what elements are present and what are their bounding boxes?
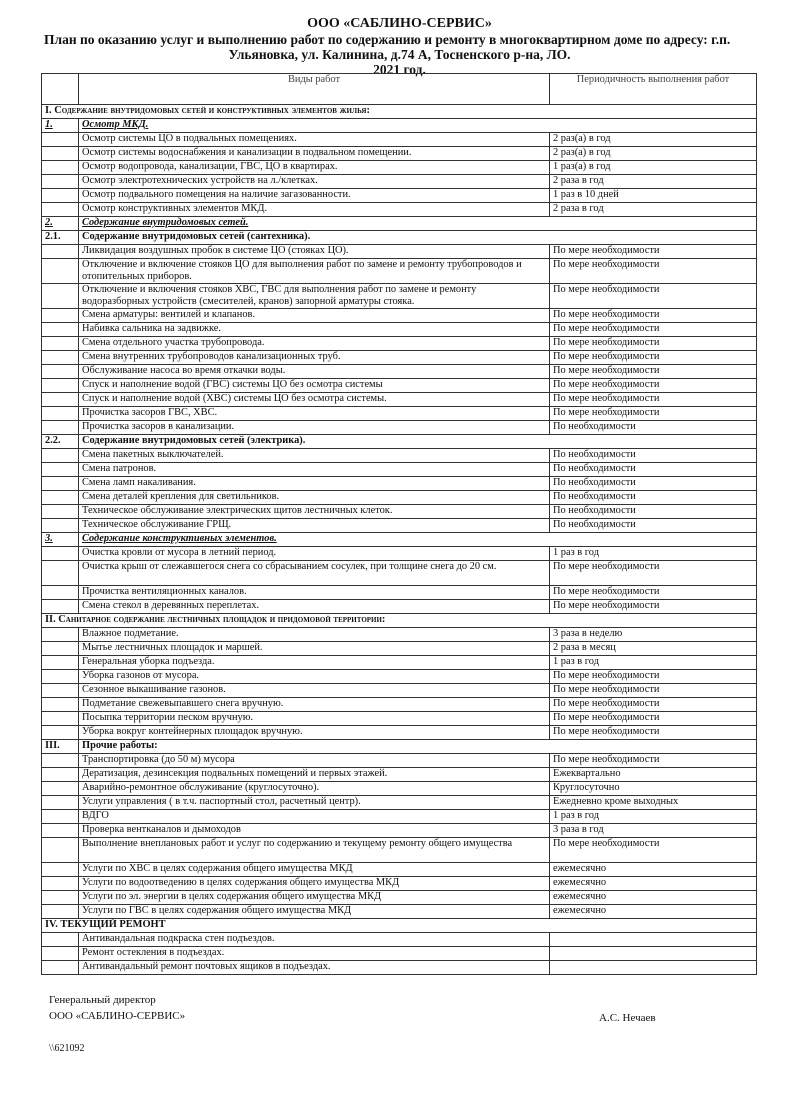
plan-title: План по оказанию услуг и выполнению работ по содержанию и ремонту в многоквартирном доме по адресу: г.п. [44, 32, 731, 47]
section-row [42, 105, 757, 119]
periodicity-cell: 1 раз в 10 дней [550, 189, 757, 203]
table-row [42, 670, 757, 684]
row-number-cell [42, 933, 79, 947]
subsection-row [42, 217, 757, 231]
table-row [42, 449, 757, 463]
subsection-number: 3. [42, 533, 79, 547]
work-cell: Дератизация, дезинсекция подвальных помещений и первых этажей. [79, 768, 550, 782]
work-cell: Ликвидация воздушных пробок в системе ЦО (стояках ЦО). [79, 245, 550, 259]
row-number-cell [42, 365, 79, 379]
section-row [42, 919, 757, 933]
work-cell: Посыпка территории песком вручную. [79, 712, 550, 726]
work-cell: Услуги по ХВС в целях содержания общего имущества МКД [79, 863, 550, 877]
row-number-cell [42, 449, 79, 463]
periodicity-cell: По мере необходимости [550, 407, 757, 421]
subsection-title: Осмотр МКД. [79, 119, 757, 133]
periodicity-cell: 2 раза в месяц [550, 642, 757, 656]
periodicity-cell: ежемесячно [550, 877, 757, 891]
table-row [42, 337, 757, 351]
table-row [42, 161, 757, 175]
periodicity-cell: По мере необходимости [550, 698, 757, 712]
work-cell: Отключение и включение стояков ЦО для выполнения работ по замене и ремонту трубопроводов и отопительных приборов. [79, 259, 550, 284]
work-cell: Техническое обслуживание ГРЩ. [79, 519, 550, 533]
work-cell: Смена стекол в деревянных переплетах. [79, 600, 550, 614]
table-row [42, 961, 757, 975]
table-row [42, 147, 757, 161]
section-row [42, 740, 757, 754]
work-cell: Подметание свежевыпавшего снега вручную. [79, 698, 550, 712]
table-row [42, 905, 757, 919]
table-row [42, 421, 757, 435]
periodicity-cell: По мере необходимости [550, 726, 757, 740]
table-row [42, 726, 757, 740]
row-number-cell [42, 547, 79, 561]
table-row [42, 891, 757, 905]
periodicity-cell: По мере необходимости [550, 259, 757, 284]
subsection-row [42, 231, 757, 245]
work-cell: Транспортировка (до 50 м) мусора [79, 754, 550, 768]
subsection-title: Содержание внутридомовых сетей (электрика). [79, 435, 757, 449]
periodicity-cell: По мере необходимости [550, 670, 757, 684]
row-number-cell [42, 189, 79, 203]
periodicity-cell: По необходимости [550, 491, 757, 505]
table-row [42, 175, 757, 189]
work-cell: Уборка вокруг контейнерных площадок вручную. [79, 726, 550, 740]
table-row [42, 309, 757, 323]
periodicity-cell: По необходимости [550, 449, 757, 463]
periodicity-cell: 1 раз(а) в год [550, 161, 757, 175]
header-periodicity: Периодичность выполнения работ [550, 74, 757, 105]
periodicity-cell: 2 раз(а) в год [550, 133, 757, 147]
periodicity-cell: По мере необходимости [550, 393, 757, 407]
company-name: ООО «САБЛИНО-СЕРВИС» [307, 16, 492, 31]
table-row [42, 245, 757, 259]
table-row [42, 407, 757, 421]
table-row [42, 365, 757, 379]
periodicity-cell: По мере необходимости [550, 351, 757, 365]
work-cell: Смена пакетных выключателей. [79, 449, 550, 463]
section-title-4: IV. ТЕКУЩИЙ РЕМОНТ [42, 919, 757, 933]
row-number-cell [42, 768, 79, 782]
table-row [42, 712, 757, 726]
row-number-cell [42, 337, 79, 351]
row-number-cell [42, 905, 79, 919]
work-cell: Услуги по водоотведению в целях содержания общего имущества МКД [79, 877, 550, 891]
work-cell: Осмотр системы водоснабжения и канализации в подвальном помещении. [79, 147, 550, 161]
row-number-cell [42, 147, 79, 161]
work-cell: Очистка кровли от мусора в летний период. [79, 547, 550, 561]
work-cell: Смена ламп накаливания. [79, 477, 550, 491]
table-row [42, 768, 757, 782]
table-row [42, 477, 757, 491]
work-cell: Смена отдельного участка трубопровода. [79, 337, 550, 351]
periodicity-cell: По мере необходимости [550, 365, 757, 379]
periodicity-cell: По необходимости [550, 505, 757, 519]
work-cell: Услуги по ГВС в целях содержания общего имущества МКД [79, 905, 550, 919]
periodicity-cell: По мере необходимости [550, 284, 757, 309]
work-cell: Антивандальный ремонт почтовых ящиков в подъездах. [79, 961, 550, 975]
periodicity-cell: По мере необходимости [550, 838, 757, 863]
row-number-cell [42, 351, 79, 365]
table-row [42, 379, 757, 393]
row-number-cell [42, 712, 79, 726]
row-number-cell [42, 877, 79, 891]
table-row [42, 393, 757, 407]
table-row [42, 133, 757, 147]
row-number-cell [42, 628, 79, 642]
row-number-cell [42, 726, 79, 740]
periodicity-cell: По мере необходимости [550, 245, 757, 259]
work-cell: Прочистка засоров в канализации. [79, 421, 550, 435]
row-number-cell [42, 133, 79, 147]
periodicity-cell: По мере необходимости [550, 309, 757, 323]
row-number-cell [42, 309, 79, 323]
table-row [42, 586, 757, 600]
table-row [42, 491, 757, 505]
row-number-cell [42, 245, 79, 259]
subsection-number: 1. [42, 119, 79, 133]
table-row [42, 656, 757, 670]
row-number-cell [42, 810, 79, 824]
work-cell: Осмотр конструктивных элементов МКД. [79, 203, 550, 217]
table-row [42, 782, 757, 796]
periodicity-cell: По мере необходимости [550, 684, 757, 698]
subsection-number: 2. [42, 217, 79, 231]
signature-company: ООО «САБЛИНО-СЕРВИС» [49, 1010, 186, 1022]
work-cell: Услуги по эл. энергии в целях содержания общего имущества МКД [79, 891, 550, 905]
row-number-cell [42, 284, 79, 309]
periodicity-cell: По мере необходимости [550, 561, 757, 586]
row-number-cell [42, 863, 79, 877]
work-cell: Проверка вентканалов и дымоходов [79, 824, 550, 838]
document-number: \\621092 [49, 1043, 85, 1054]
work-cell: Антивандальная подкраска стен подъездов. [79, 933, 550, 947]
row-number-cell [42, 600, 79, 614]
periodicity-cell: 1 раз в год [550, 547, 757, 561]
table-row [42, 284, 757, 309]
table-row [42, 698, 757, 712]
periodicity-cell: По необходимости [550, 477, 757, 491]
row-number-cell [42, 754, 79, 768]
periodicity-cell: 2 раз(а) в год [550, 147, 757, 161]
subsection-row [42, 435, 757, 449]
row-number-cell [42, 782, 79, 796]
row-number-cell [42, 477, 79, 491]
table-row [42, 628, 757, 642]
subsection-row [42, 533, 757, 547]
row-number-cell [42, 323, 79, 337]
table-row [42, 810, 757, 824]
table-row [42, 505, 757, 519]
table-row [42, 189, 757, 203]
subsection-number: 2.1. [42, 231, 79, 245]
periodicity-cell: По мере необходимости [550, 754, 757, 768]
periodicity-cell: Круглосуточно [550, 782, 757, 796]
table-row [42, 947, 757, 961]
periodicity-cell: По необходимости [550, 519, 757, 533]
section-row [42, 614, 757, 628]
row-number-cell [42, 491, 79, 505]
work-cell: Набивка сальника на задвижке. [79, 323, 550, 337]
subsection-title: Содержание внутридомовых сетей (сантехника). [79, 231, 757, 245]
work-cell: Прочистка засоров ГВС, ХВС. [79, 407, 550, 421]
work-cell: Выполнение внеплановых работ и услуг по содержанию и текущему ремонту общего имущества [79, 838, 550, 863]
table-row [42, 796, 757, 810]
work-cell: Сезонное выкашивание газонов. [79, 684, 550, 698]
work-cell: Смена арматуры: вентилей и клапанов. [79, 309, 550, 323]
periodicity-cell: 3 раза в год [550, 824, 757, 838]
services-plan-table [41, 73, 757, 975]
row-number-cell [42, 407, 79, 421]
row-number-cell [42, 379, 79, 393]
work-cell: ВДГО [79, 810, 550, 824]
subsection-number: 2.2. [42, 435, 79, 449]
header-works: Виды работ [79, 74, 550, 105]
periodicity-cell [550, 933, 757, 947]
periodicity-cell: По мере необходимости [550, 337, 757, 351]
row-number-cell [42, 838, 79, 863]
periodicity-cell: 2 раза в год [550, 203, 757, 217]
row-number-cell [42, 519, 79, 533]
work-cell: Смена патронов. [79, 463, 550, 477]
table-row [42, 863, 757, 877]
work-cell: Мытье лестничных площадок и маршей. [79, 642, 550, 656]
periodicity-cell: По мере необходимости [550, 323, 757, 337]
table-row [42, 463, 757, 477]
periodicity-cell: ежемесячно [550, 863, 757, 877]
row-number-cell [42, 259, 79, 284]
work-cell: Осмотр подвального помещения на наличие загазованности. [79, 189, 550, 203]
periodicity-cell: По необходимости [550, 421, 757, 435]
row-number-cell [42, 947, 79, 961]
periodicity-cell: 3 раза в неделю [550, 628, 757, 642]
subsection-title: Содержание конструктивных элементов. [79, 533, 757, 547]
work-cell: Очистка крыш от слежавшегося снега со сбрасыванием сосулек, при толщине снега до 20 см. [79, 561, 550, 586]
row-number-cell [42, 561, 79, 586]
plan-year: 2021 год. [373, 62, 426, 77]
periodicity-cell: По мере необходимости [550, 600, 757, 614]
work-cell: Генеральная уборка подъезда. [79, 656, 550, 670]
row-number-cell [42, 161, 79, 175]
periodicity-cell: ежемесячно [550, 891, 757, 905]
work-cell: Смена деталей крепления для светильников. [79, 491, 550, 505]
table-row [42, 933, 757, 947]
work-cell: Спуск и наполнение водой (ГВС) системы ЦО без осмотра системы [79, 379, 550, 393]
work-cell: Осмотр водопровода, канализации, ГВС, ЦО в квартирах. [79, 161, 550, 175]
periodicity-cell: 1 раз в год [550, 810, 757, 824]
work-cell: Техническое обслуживание электрических щитов лестничных клеток. [79, 505, 550, 519]
table-row [42, 351, 757, 365]
signature-position: Генеральный директор [49, 994, 156, 1006]
work-cell: Спуск и наполнение водой (ХВС) системы ЦО без осмотра системы. [79, 393, 550, 407]
row-number-cell [42, 505, 79, 519]
row-number-cell [42, 684, 79, 698]
row-number-cell [42, 393, 79, 407]
periodicity-cell [550, 947, 757, 961]
row-number-cell [42, 421, 79, 435]
table-row [42, 203, 757, 217]
plan-address: Ульяновка, ул. Калинина, д.74 А, Тосненского р-на, ЛО. [228, 47, 571, 62]
table-row [42, 838, 757, 863]
table-row [42, 824, 757, 838]
work-cell: Услуги управления ( в т.ч. паспортный стол, расчетный центр). [79, 796, 550, 810]
work-cell: Ремонт остекления в подъездах. [79, 947, 550, 961]
row-number-cell [42, 175, 79, 189]
periodicity-cell [550, 961, 757, 975]
work-cell: Отключение и включения стояков ХВС, ГВС для выполнения работ по замене и ремонту водоразборных устройств (смесителей, кранов) запорной арматуры стояка. [79, 284, 550, 309]
periodicity-cell: 2 раза в год [550, 175, 757, 189]
work-cell: Осмотр системы ЦО в подвальных помещениях. [79, 133, 550, 147]
work-cell: Смена внутренних трубопроводов канализационных труб. [79, 351, 550, 365]
table-header-row [42, 74, 757, 105]
table-row [42, 754, 757, 768]
section-title-2: II. Санитарное содержание лестничных площадок и придомовой территории: [42, 614, 757, 628]
table-row [42, 323, 757, 337]
periodicity-cell: По необходимости [550, 463, 757, 477]
periodicity-cell: По мере необходимости [550, 586, 757, 600]
periodicity-cell: ежемесячно [550, 905, 757, 919]
subsection-row [42, 119, 757, 133]
work-cell: Обслуживание насоса во время откачки воды. [79, 365, 550, 379]
row-number-cell [42, 463, 79, 477]
row-number-cell [42, 961, 79, 975]
work-cell: Уборка газонов от мусора. [79, 670, 550, 684]
table-row [42, 684, 757, 698]
row-number-cell [42, 670, 79, 684]
table-row [42, 547, 757, 561]
section-title-3: Прочие работы: [79, 740, 757, 754]
row-number-cell [42, 796, 79, 810]
table-row [42, 600, 757, 614]
periodicity-cell: По мере необходимости [550, 379, 757, 393]
table-row [42, 877, 757, 891]
periodicity-cell: Ежеквартально [550, 768, 757, 782]
periodicity-cell: Ежедневно кроме выходных [550, 796, 757, 810]
subsection-title: Содержание внутридомовых сетей. [79, 217, 757, 231]
work-cell: Осмотр электротехнических устройств на л./клетках. [79, 175, 550, 189]
row-number-cell [42, 586, 79, 600]
table-row [42, 561, 757, 586]
row-number-cell [42, 203, 79, 217]
section-number: III. [42, 740, 79, 754]
section-title-1: I. Содержание внутридомовых сетей и конструктивных элементов жилья: [42, 105, 757, 119]
row-number-cell [42, 642, 79, 656]
table-row [42, 259, 757, 284]
signature-name: А.С. Нечаев [599, 1012, 656, 1024]
work-cell: Влажное подметание. [79, 628, 550, 642]
periodicity-cell: По мере необходимости [550, 712, 757, 726]
row-number-cell [42, 891, 79, 905]
row-number-cell [42, 824, 79, 838]
table-row [42, 519, 757, 533]
row-number-cell [42, 698, 79, 712]
row-number-cell [42, 656, 79, 670]
work-cell: Прочистка вентиляционных каналов. [79, 586, 550, 600]
header-empty-cell [42, 74, 79, 105]
table-row [42, 642, 757, 656]
periodicity-cell: 1 раз в год [550, 656, 757, 670]
work-cell: Аварийно-ремонтное обслуживание (круглосуточно). [79, 782, 550, 796]
